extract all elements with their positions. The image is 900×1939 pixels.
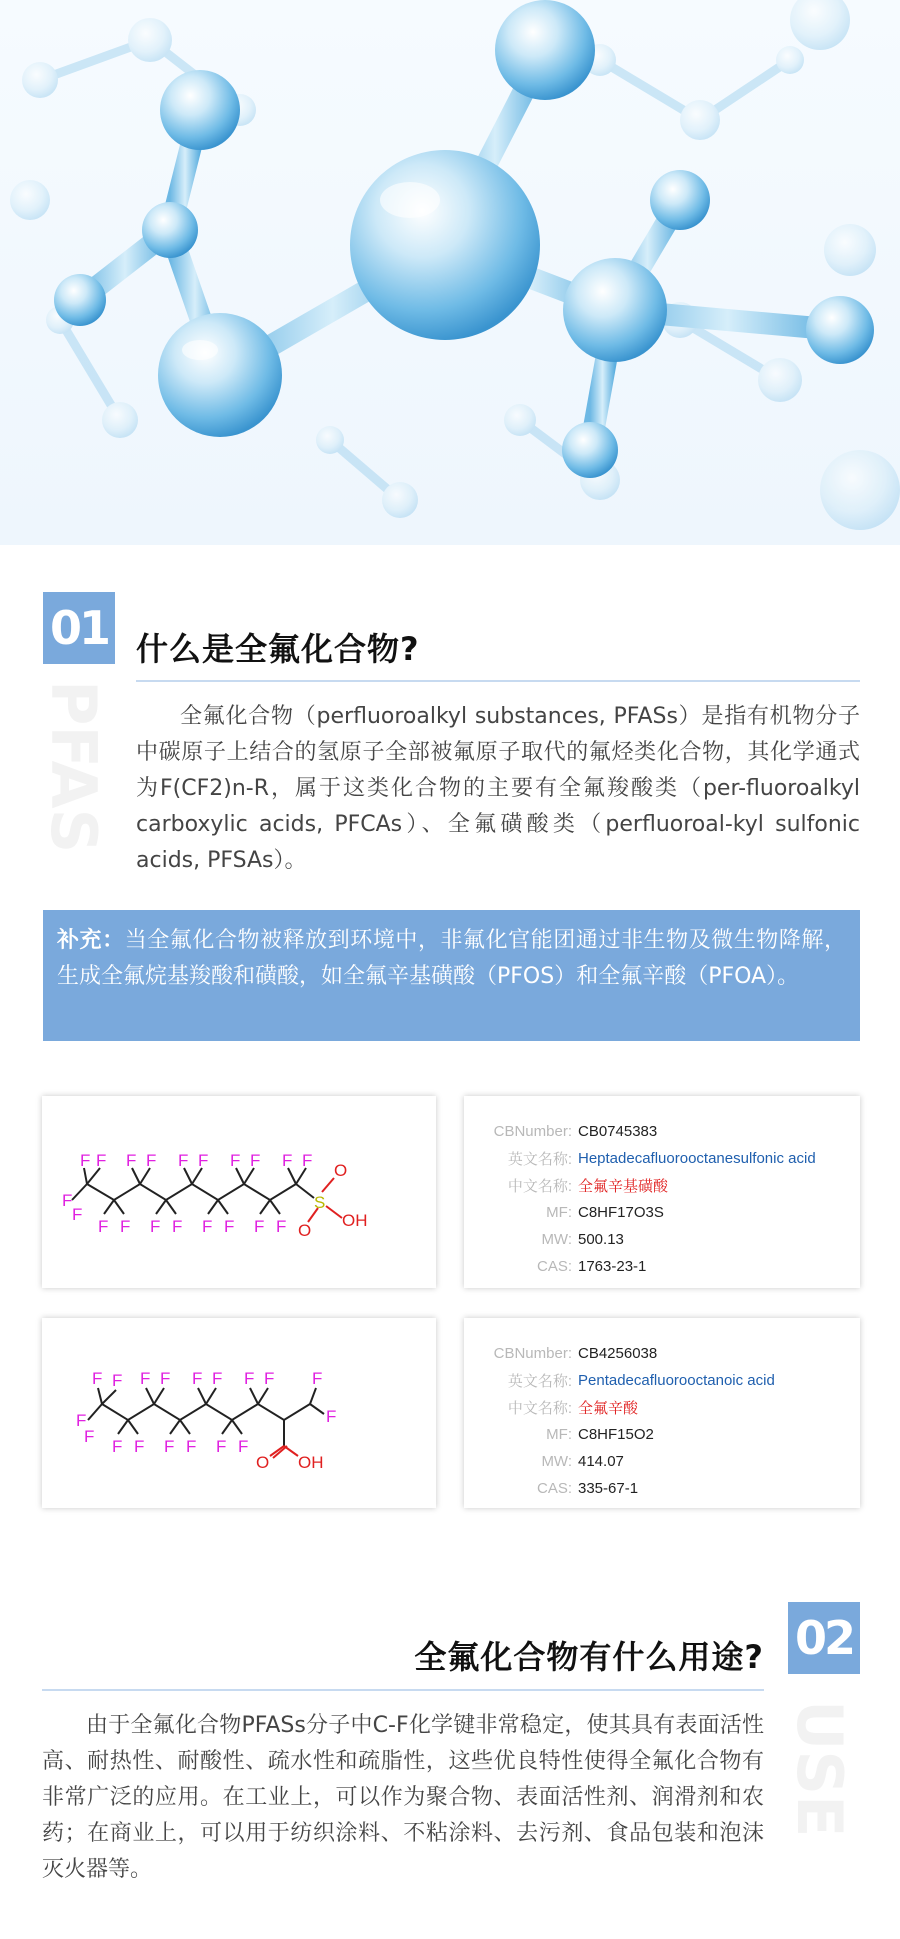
info-card-pfos (464, 1096, 860, 1288)
atom-label: F (192, 1369, 203, 1388)
atom-label: F (186, 1437, 197, 1456)
atom-label: F (62, 1191, 73, 1210)
info-card-pfoa (464, 1318, 860, 1508)
atom-label: F (326, 1407, 337, 1426)
info-row: 英文名称: Pentadecafluorooctanoic acid (507, 1372, 775, 1390)
atom-label: F (92, 1369, 103, 1388)
atom-label: OH (298, 1453, 324, 1472)
atom-label: F (120, 1217, 131, 1236)
atom-label: O (256, 1453, 270, 1472)
supplement-box (43, 910, 860, 1041)
atom-label: S (314, 1193, 326, 1212)
info-row: CBNumber: CB4256038 (493, 1345, 658, 1362)
atom-label: OH (342, 1211, 368, 1230)
atom-label: F (282, 1151, 293, 1170)
info-row: CAS: 1763-23-1 (536, 1258, 647, 1275)
structure-card-pfoa (42, 1318, 436, 1508)
atom-label: F (216, 1437, 227, 1456)
atom-label: F (164, 1437, 175, 1456)
section-paragraph: 由于全氟化合物PFASs分子中C-F化学键非常稳定，使其具有表面活性高、耐热性、耐酸性、疏水性和疏脂性，这些优良特性使得全氟化合物有非常广泛的应用。在工业上，可以作为聚合物、表面活性剂、润滑剂和农药；在商业上，可以用于纺织涂料、不粘涂料、去污剂、食品包装和泡沫灭火器等。 (42, 1713, 764, 1882)
section-title: 什么是全氟化合物? (136, 630, 420, 668)
atom-label: F (276, 1217, 287, 1236)
compound-info-table (482, 1118, 816, 1280)
atom-label: F (160, 1369, 171, 1388)
section-watermark: USE (783, 1700, 856, 1838)
atom-label: F (80, 1151, 91, 1170)
title-divider (42, 1689, 764, 1691)
atom-label: F (112, 1371, 123, 1390)
atom-label: F (178, 1151, 189, 1170)
section-number-badge: 02 (788, 1602, 860, 1674)
section-paragraph: 全氟化合物（perfluoroalkyl substances, PFASs）是指有机物分子中碳原子上结合的氢原子全部被氟原子取代的氟烃类化合物，其化学通式为F(CF2)n-R，属于这类化合物的主要有全氟羧酸类（per-fluoroalkyl carboxylic acids, PFCAs）、全氟磺酸类（perfluoroal-kyl sulfonic acids, PFSAs）。 (136, 704, 860, 873)
info-row: MF: C8HF17O3S (546, 1204, 664, 1221)
atom-label: F (212, 1369, 223, 1388)
molecule-illustration-icon (0, 0, 900, 545)
title-divider (136, 680, 860, 682)
atom-label: F (84, 1427, 95, 1446)
atom-label: F (146, 1151, 157, 1170)
atom-label: F (98, 1217, 109, 1236)
structure-card-pfos (42, 1096, 436, 1288)
info-row: MW: 500.13 (541, 1231, 624, 1248)
atom-label: F (140, 1369, 151, 1388)
pfoa-structure-diagram-icon (42, 1318, 436, 1508)
section-title: 全氟化合物有什么用途? (414, 1638, 764, 1676)
info-row: MF: C8HF15O2 (546, 1426, 654, 1443)
atom-label: F (72, 1205, 83, 1224)
atom-label: F (264, 1369, 275, 1388)
info-row: 英文名称: Heptadecafluorooctanesulfonic acid (507, 1150, 816, 1168)
atom-label: F (302, 1151, 313, 1170)
atom-label: F (198, 1151, 209, 1170)
info-row: 中文名称: 全氟辛基磺酸 (507, 1178, 669, 1195)
atom-label: F (244, 1369, 255, 1388)
atom-label: O (334, 1161, 348, 1180)
atom-label: F (76, 1411, 87, 1430)
supplement-text: 当全氟化合物被释放到环境中，非氟化官能团通过非生物及微生物降解，生成全氟烷基羧酸和磺酸，如全氟辛基磺酸（PFOS）和全氟辛酸（PFOA）。 (57, 928, 846, 989)
atom-label: F (238, 1437, 249, 1456)
atom-label: F (126, 1151, 137, 1170)
info-row: CAS: 335-67-1 (536, 1480, 639, 1497)
atom-label: F (150, 1217, 161, 1236)
atom-label: F (312, 1369, 323, 1388)
atom-label: F (172, 1217, 183, 1236)
atom-label: F (134, 1437, 145, 1456)
atom-label: F (224, 1217, 235, 1236)
pfos-structure-diagram-icon (42, 1096, 436, 1288)
section-watermark: PFAS (37, 680, 110, 854)
compound-info-table (482, 1340, 775, 1502)
hero-molecule-image (0, 0, 900, 545)
atom-label: F (230, 1151, 241, 1170)
section-number-badge: 01 (43, 592, 115, 664)
info-row: 中文名称: 全氟辛酸 (507, 1400, 639, 1417)
supplement-label: 补充： (57, 928, 125, 953)
atom-label: F (250, 1151, 261, 1170)
info-row: MW: 414.07 (541, 1453, 624, 1470)
atom-label: O (298, 1221, 312, 1240)
info-row: CBNumber: CB0745383 (493, 1123, 658, 1140)
atom-label: F (112, 1437, 123, 1456)
atom-label: F (202, 1217, 213, 1236)
atom-label: F (96, 1151, 107, 1170)
atom-label: F (254, 1217, 265, 1236)
